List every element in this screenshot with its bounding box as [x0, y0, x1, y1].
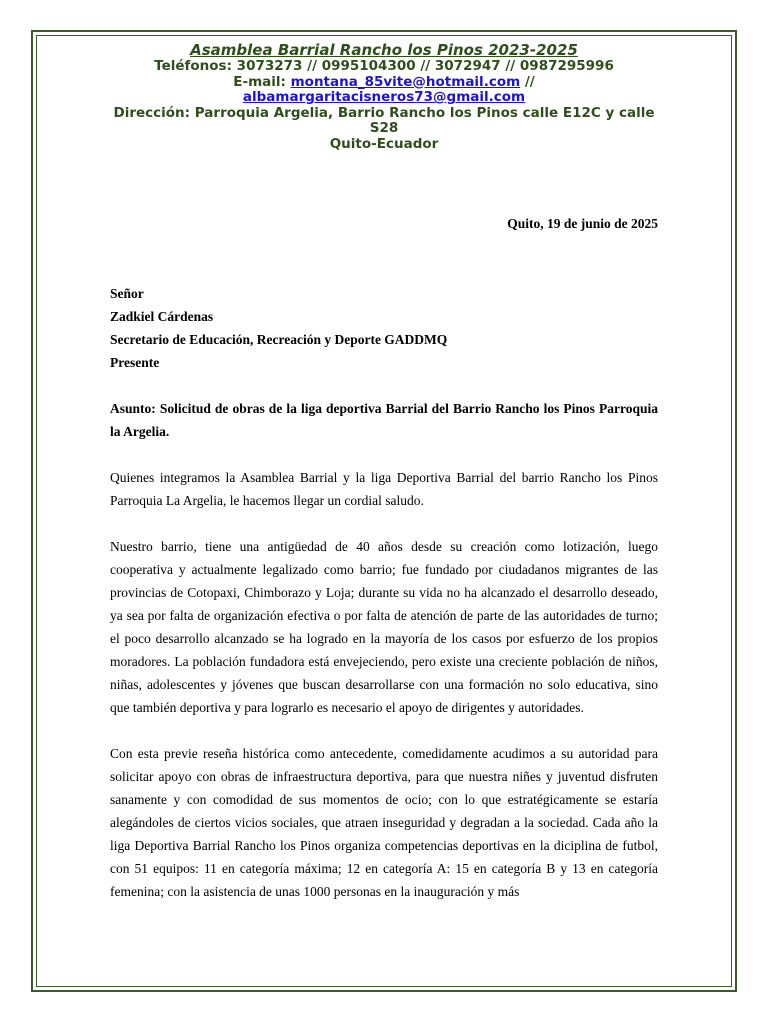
letterhead-title: Asamblea Barrial Rancho los Pinos 2023-2025 [190, 41, 578, 59]
letterhead-address: Dirección: Parroquia Argelia, Barrio Rancho los Pinos calle E12C y calle S28 [113, 104, 655, 136]
letterhead-city: Quito-Ecuador [329, 135, 439, 152]
paragraph-history: Nuestro barrio, tiene una antigüedad de 40 años desde su creación como lotización, luego cooperativa y actualmente legalizado como barrio; fue fundado por ciudadanos migrantes de las provincias de Cotopaxi, Chimborazo y Loja; durante su vida no ha alcanzado el desarrollo deseado, ya sea por falta de organización efectiva o por falta de atención de parte de las autoridades de turno; el poco desarrollo alcanzado se ha logrado en la mayoría de los casos por esfuerzo de los propios moradores. La población fundadora está envejeciendo, pero existe una creciente población de niños, niñas, adolescentes y jóvenes que buscan desarrollarse con una formación no solo educativa, sino que también deportiva y para lograrlo es necesario el apoyo de dirigentes y autoridades. [110, 539, 658, 715]
letterhead [110, 42, 658, 152]
letter-date: Quito, 19 de junio de 2025 [507, 216, 658, 231]
letter-body [110, 212, 658, 903]
addressee-block [110, 282, 658, 374]
letterhead-email-line-2 [110, 90, 658, 106]
addressee-closing: Presente [110, 355, 160, 370]
email-link-1[interactable]: montana_85vite@hotmail.com [290, 73, 521, 90]
addressee-salutation: Señor [110, 286, 144, 301]
addressee-name: Zadkiel Cárdenas [110, 309, 214, 324]
email-separator: // [524, 73, 535, 90]
addressee-position: Secretario de Educación, Recreación y Deporte GADDMQ [110, 332, 448, 347]
paragraph-request: Con esta previe reseña histórica como antecedente, comedidamente acudimos a su autoridad para solicitar apoyo con obras de infraestructura deportiva, para que nuestra niñes y juventud disfruten sanamente y con comodidad de sus momentos de ocio; con lo que estratégicamente se estaría alegándoles de ciertos vicios sociales, que atraen inseguridad y degradan a la sociedad. Cada año la liga Deportiva Barrial Rancho los Pinos organiza competencias deportivas en la diciplina de futbol, con 51 equipos: 11 en categoría máxima; 12 en categoría A: 15 en categoría B y 13 en categoría femenina; con la asistencia de unas 1000 personas en la inauguración y más [110, 746, 658, 899]
letterhead-email-line [110, 75, 658, 91]
email-label: E-mail: [233, 73, 286, 90]
letter-subject: Asunto: Solicitud de obras de la liga deportiva Barrial del Barrio Rancho los Pinos Parroquia la Argelia. [110, 401, 658, 439]
paragraph-greeting: Quienes integramos la Asamblea Barrial y la liga Deportiva Barrial del barrio Rancho los Pinos Parroquia La Argelia, le hacemos llegar un cordial saludo. [110, 470, 658, 508]
email-link-2[interactable]: albamargaritacisneros73@gmail.com [242, 89, 526, 105]
letterhead-phones: Teléfonos: 3073273 // 0995104300 // 3072947 // 0987295996 [154, 58, 614, 74]
